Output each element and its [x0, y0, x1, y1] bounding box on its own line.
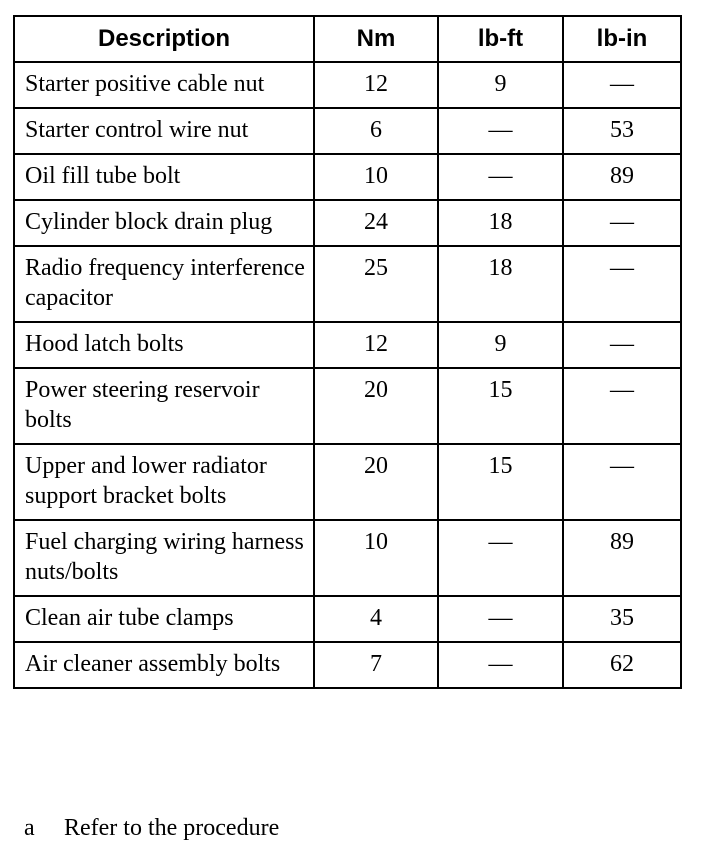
table-row — [14, 596, 681, 642]
nm-cell: 7 — [314, 642, 438, 688]
lbft-cell: 15 — [438, 368, 563, 444]
lbin-cell: 89 — [563, 520, 681, 596]
table-row — [14, 108, 681, 154]
column-header-lbft: lb-ft — [438, 16, 563, 62]
table-row — [14, 246, 681, 322]
footnote — [24, 813, 279, 843]
nm-cell: 10 — [314, 154, 438, 200]
table-row — [14, 62, 681, 108]
lbin-cell: 89 — [563, 154, 681, 200]
description-cell: Upper and lower radiator support bracket bolts — [14, 444, 314, 520]
lbin-cell: 35 — [563, 596, 681, 642]
description-cell: Air cleaner assembly bolts — [14, 642, 314, 688]
table-row — [14, 520, 681, 596]
nm-cell: 20 — [314, 368, 438, 444]
lbft-cell: 18 — [438, 200, 563, 246]
table-row — [14, 154, 681, 200]
footnote-mark: a — [24, 815, 35, 841]
lbin-cell: — — [563, 368, 681, 444]
lbft-cell: — — [438, 154, 563, 200]
description-cell: Hood latch bolts — [14, 322, 314, 368]
nm-cell: 12 — [314, 322, 438, 368]
table-row — [14, 444, 681, 520]
footnote-text: Refer to the procedure — [64, 815, 280, 841]
lbft-cell: 9 — [438, 322, 563, 368]
description-cell: Oil fill tube bolt — [14, 154, 314, 200]
description-cell: Starter positive cable nut — [14, 62, 314, 108]
description-cell: Cylinder block drain plug — [14, 200, 314, 246]
nm-cell: 24 — [314, 200, 438, 246]
nm-cell: 12 — [314, 62, 438, 108]
lbft-cell: 15 — [438, 444, 563, 520]
column-header-lbin: lb-in — [563, 16, 681, 62]
description-cell: Starter control wire nut — [14, 108, 314, 154]
table-row — [14, 322, 681, 368]
torque-spec-table — [13, 15, 682, 689]
nm-cell: 25 — [314, 246, 438, 322]
header-row — [14, 16, 681, 62]
nm-cell: 20 — [314, 444, 438, 520]
lbin-cell: 53 — [563, 108, 681, 154]
lbft-cell: 9 — [438, 62, 563, 108]
nm-cell: 10 — [314, 520, 438, 596]
lbft-cell: — — [438, 642, 563, 688]
column-header-nm: Nm — [314, 16, 438, 62]
table-row — [14, 200, 681, 246]
table-row — [14, 642, 681, 688]
nm-cell: 4 — [314, 596, 438, 642]
lbin-cell: — — [563, 322, 681, 368]
description-cell: Radio frequency interference capacitor — [14, 246, 314, 322]
lbin-cell: — — [563, 444, 681, 520]
column-header-description: Description — [14, 16, 314, 62]
lbin-cell: 62 — [563, 642, 681, 688]
description-cell: Power steering reservoir bolts — [14, 368, 314, 444]
lbin-cell: — — [563, 62, 681, 108]
lbft-cell: — — [438, 596, 563, 642]
lbft-cell: 18 — [438, 246, 563, 322]
table-row — [14, 368, 681, 444]
lbin-cell: — — [563, 246, 681, 322]
lbin-cell: — — [563, 200, 681, 246]
description-cell: Fuel charging wiring harness nuts/bolts — [14, 520, 314, 596]
nm-cell: 6 — [314, 108, 438, 154]
lbft-cell: — — [438, 520, 563, 596]
lbft-cell: — — [438, 108, 563, 154]
description-cell: Clean air tube clamps — [14, 596, 314, 642]
